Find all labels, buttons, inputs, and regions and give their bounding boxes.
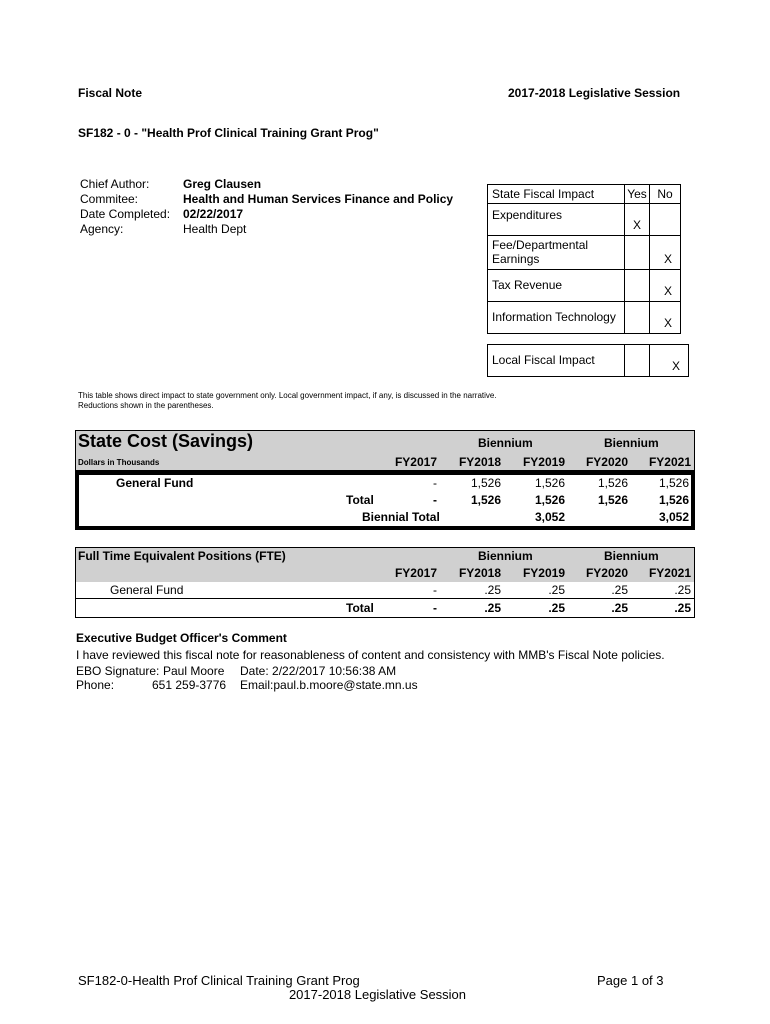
value-chief-author: Greg Clausen xyxy=(183,177,262,191)
cost-year: FY2021 xyxy=(648,455,691,469)
cost-biennium-1: Biennium xyxy=(478,436,533,450)
footer-center: 2017-2018 Legislative Session xyxy=(288,987,467,1002)
cost-total-value: 1,526 xyxy=(470,493,501,507)
fiscal-impact-table xyxy=(487,184,681,334)
ebo-signature-name: Paul Moore xyxy=(163,664,225,678)
fte-total-value: .25 xyxy=(548,601,565,615)
ebo-email: Email:paul.b.moore@state.mn.us xyxy=(240,678,418,692)
impact-row-no: X xyxy=(650,302,681,334)
cost-year: FY2020 xyxy=(585,455,628,469)
fte-total-value: .25 xyxy=(674,601,691,615)
cost-total-value: 1,526 xyxy=(658,493,689,507)
cost-biennial-label: Biennial Total xyxy=(362,510,440,524)
cost-fund-value: - xyxy=(433,476,437,490)
value-committee: Health and Human Services Finance and Policy xyxy=(183,192,454,206)
fte-title: Full Time Equivalent Positions (FTE) xyxy=(78,549,286,563)
note-line-2: Reductions shown in the parentheses. xyxy=(78,401,214,410)
fte-fund-value: .25 xyxy=(484,583,501,597)
ebo-heading: Executive Budget Officer's Comment xyxy=(76,631,287,645)
fte-year: FY2017 xyxy=(394,566,437,580)
impact-row-no: X xyxy=(650,270,681,302)
fte-fund-value: .25 xyxy=(674,583,691,597)
value-date-completed: 02/22/2017 xyxy=(183,207,244,221)
impact-row-no: X xyxy=(650,236,681,270)
bill-title: SF182 - 0 - "Health Prof Clinical Training Grant Prog" xyxy=(78,126,379,140)
fte-year: FY2020 xyxy=(585,566,628,580)
fte-fund-value: .25 xyxy=(611,583,628,597)
label-agency: Agency: xyxy=(80,222,124,236)
cost-fund-value: 1,526 xyxy=(597,476,628,490)
impact-row xyxy=(488,270,681,302)
label-date-completed: Date Completed: xyxy=(80,207,171,221)
impact-row-yes xyxy=(625,270,650,302)
cost-year: FY2018 xyxy=(458,455,501,469)
impact-row xyxy=(488,236,681,270)
fte-fund-value: - xyxy=(433,583,437,597)
impact-row-no xyxy=(650,204,681,236)
impact-row-yes xyxy=(625,236,650,270)
local-impact-table xyxy=(487,344,689,377)
cost-year: FY2017 xyxy=(394,455,437,469)
impact-row-label: Information Technology xyxy=(488,302,625,334)
label-chief-author: Chief Author: xyxy=(80,177,150,191)
cost-year: FY2019 xyxy=(522,455,565,469)
cost-total-value: 1,526 xyxy=(534,493,565,507)
cost-fund-value: 1,526 xyxy=(658,476,689,490)
fte-total-value: .25 xyxy=(484,601,501,615)
info-labels xyxy=(80,177,170,237)
fte-divider xyxy=(75,598,695,599)
local-impact-no: X xyxy=(650,345,689,377)
fte-fund-label: General Fund xyxy=(110,583,184,597)
cost-biennial-value: 3,052 xyxy=(534,510,565,524)
impact-header: State Fiscal Impact xyxy=(488,185,625,204)
impact-note xyxy=(78,391,497,411)
impact-no-header: No xyxy=(650,185,681,204)
ebo-comment: I have reviewed this fiscal note for reasonableness of content and consistency with MMB's Fiscal Note policies. xyxy=(76,648,665,662)
impact-yes-header: Yes xyxy=(625,185,650,204)
cost-total-value: 1,526 xyxy=(597,493,628,507)
header-right: 2017-2018 Legislative Session xyxy=(508,86,681,100)
ebo-phone-label: Phone: xyxy=(76,678,115,692)
fte-biennium-2: Biennium xyxy=(604,549,659,563)
value-agency: Health Dept xyxy=(183,222,247,236)
impact-row-label: Tax Revenue xyxy=(488,270,625,302)
fte-biennium-1: Biennium xyxy=(478,549,533,563)
cost-biennium-2: Biennium xyxy=(604,436,659,450)
ebo-signature-label: EBO Signature: xyxy=(76,664,160,678)
fte-year: FY2019 xyxy=(522,566,565,580)
cost-total-label: Total xyxy=(346,493,374,507)
cost-subtitle: Dollars in Thousands xyxy=(78,458,160,467)
ebo-phone-value: 651 259-3776 xyxy=(152,678,227,692)
cost-biennial-value: 3,052 xyxy=(658,510,689,524)
impact-row-label: Expenditures xyxy=(488,204,625,236)
fte-fund-value: .25 xyxy=(548,583,565,597)
fte-total-value: - xyxy=(433,601,437,615)
cost-fund-label: General Fund xyxy=(116,476,194,490)
impact-row-yes xyxy=(625,302,650,334)
cost-title: State Cost (Savings) xyxy=(78,431,254,451)
local-impact-yes xyxy=(625,345,650,377)
impact-row-label: Fee/Departmental Earnings xyxy=(488,236,625,270)
impact-row-yes: X xyxy=(625,204,650,236)
fte-year: FY2021 xyxy=(648,566,691,580)
local-impact-label: Local Fiscal Impact xyxy=(488,345,625,377)
cost-fund-value: 1,526 xyxy=(470,476,501,490)
cost-fund-value: 1,526 xyxy=(534,476,565,490)
label-committee: Commitee: xyxy=(80,192,139,206)
note-line-1: This table shows direct impact to state government only. Local government impact, if any, is discussed in the narrative. xyxy=(78,391,497,400)
fte-year: FY2018 xyxy=(458,566,501,580)
fte-total-value: .25 xyxy=(611,601,628,615)
footer-page: Page 1 of 3 xyxy=(597,973,664,988)
impact-row xyxy=(488,302,681,334)
ebo-date: Date: 2/22/2017 10:56:38 AM xyxy=(240,664,397,678)
cost-total-value: - xyxy=(433,493,437,507)
fte-total-label: Total xyxy=(346,601,374,615)
footer-left: SF182-0-Health Prof Clinical Training Grant Prog xyxy=(78,973,360,988)
impact-row xyxy=(488,204,681,236)
info-values xyxy=(183,177,453,237)
header-left: Fiscal Note xyxy=(78,86,143,100)
